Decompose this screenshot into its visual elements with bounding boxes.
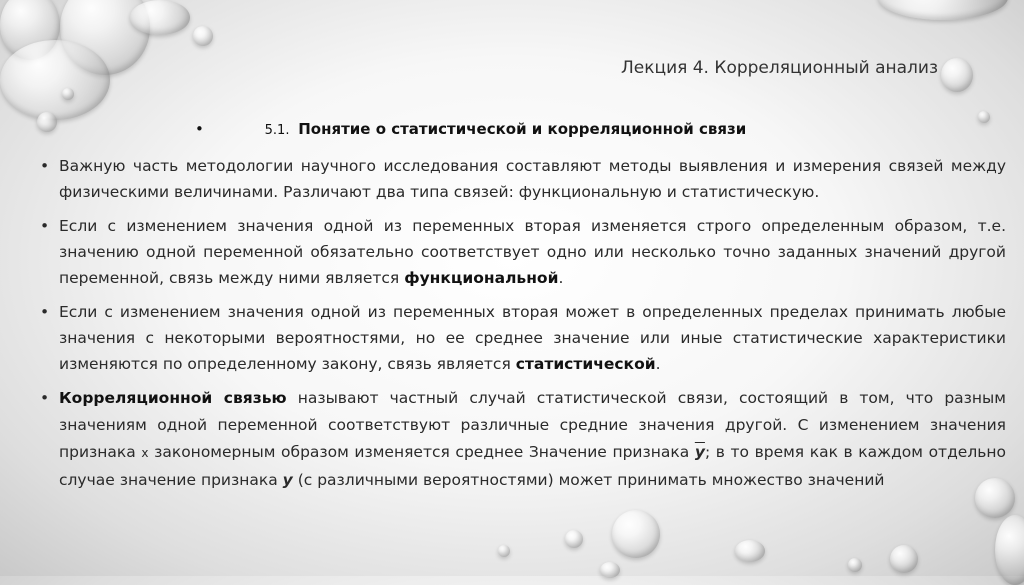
- bullet-text: (с различными вероятностями) может принимать множество значений: [292, 471, 885, 489]
- variable-y-mean: $\overline{y}$: [694, 443, 705, 461]
- water-drop: [498, 545, 510, 557]
- slide-title: Лекция 4. Корреляционный анализ: [620, 58, 938, 78]
- water-drop: [890, 545, 918, 573]
- bullet-text-tail: .: [558, 269, 564, 287]
- variable-x: x: [141, 446, 149, 460]
- bullet-text: Если с изменением значения одной из переменных вторая изменяется строго определенным образом, т.е. значению одной переменной обязательно соответствует одно или несколько точно заданных значений другой переменной, связь между ними является: [59, 217, 1006, 287]
- water-drop: [193, 26, 213, 46]
- section-number: 5.1.: [264, 123, 290, 138]
- water-drop: [941, 58, 973, 92]
- bullet-text: называют частный случай статистической связи, состоящий в том, что разным значениям одной переменной соответствуют различные средние значения другой. С изменением значения признака: [59, 389, 1006, 461]
- bullet-item: [40, 153, 1006, 205]
- bullet-item: [40, 385, 1006, 494]
- slide-body: [40, 153, 1006, 502]
- bullet-text: закономерным образом изменяется среднее Значение признака: [148, 443, 695, 461]
- bold-term: Корреляционной связью: [59, 389, 287, 407]
- bullet-item: [40, 299, 1006, 377]
- bullet: •: [195, 120, 204, 138]
- water-drop: [878, 0, 1008, 20]
- water-drop: [62, 88, 74, 100]
- bold-term: функциональной: [404, 269, 559, 287]
- water-drop: [978, 111, 990, 123]
- water-drop: [995, 515, 1024, 585]
- water-drop: [130, 0, 190, 35]
- bullet-text-tail: .: [655, 355, 661, 373]
- water-drop: [612, 510, 660, 558]
- bullet-text: Важную часть методологии научного исследования составляют методы выявления и измерения связей между физическими величинами. Различают два типа связей: функциональную и статистическую.: [59, 157, 1006, 201]
- water-drop: [0, 40, 110, 120]
- bold-term: статистической: [515, 355, 656, 373]
- bullet-text: ; в то время как в каждом отдельно случае значение признака: [59, 443, 1006, 489]
- section-heading: Понятие о статистической и корреляционной связи: [298, 120, 747, 138]
- water-drop: [37, 112, 57, 132]
- bullet-item: [40, 213, 1006, 291]
- variable-y: y: [282, 471, 293, 489]
- water-drop: [848, 558, 862, 572]
- section-subtitle: [195, 120, 746, 138]
- water-drop: [735, 540, 765, 562]
- bullet-text: Если с изменением значения одной из переменных вторая может в определенных пределах принимать любые значения с некоторыми вероятностями, но ее среднее значение или иные статистические характеристики изменяются по определенному закону, связь является: [59, 303, 1006, 373]
- water-drop: [565, 530, 583, 548]
